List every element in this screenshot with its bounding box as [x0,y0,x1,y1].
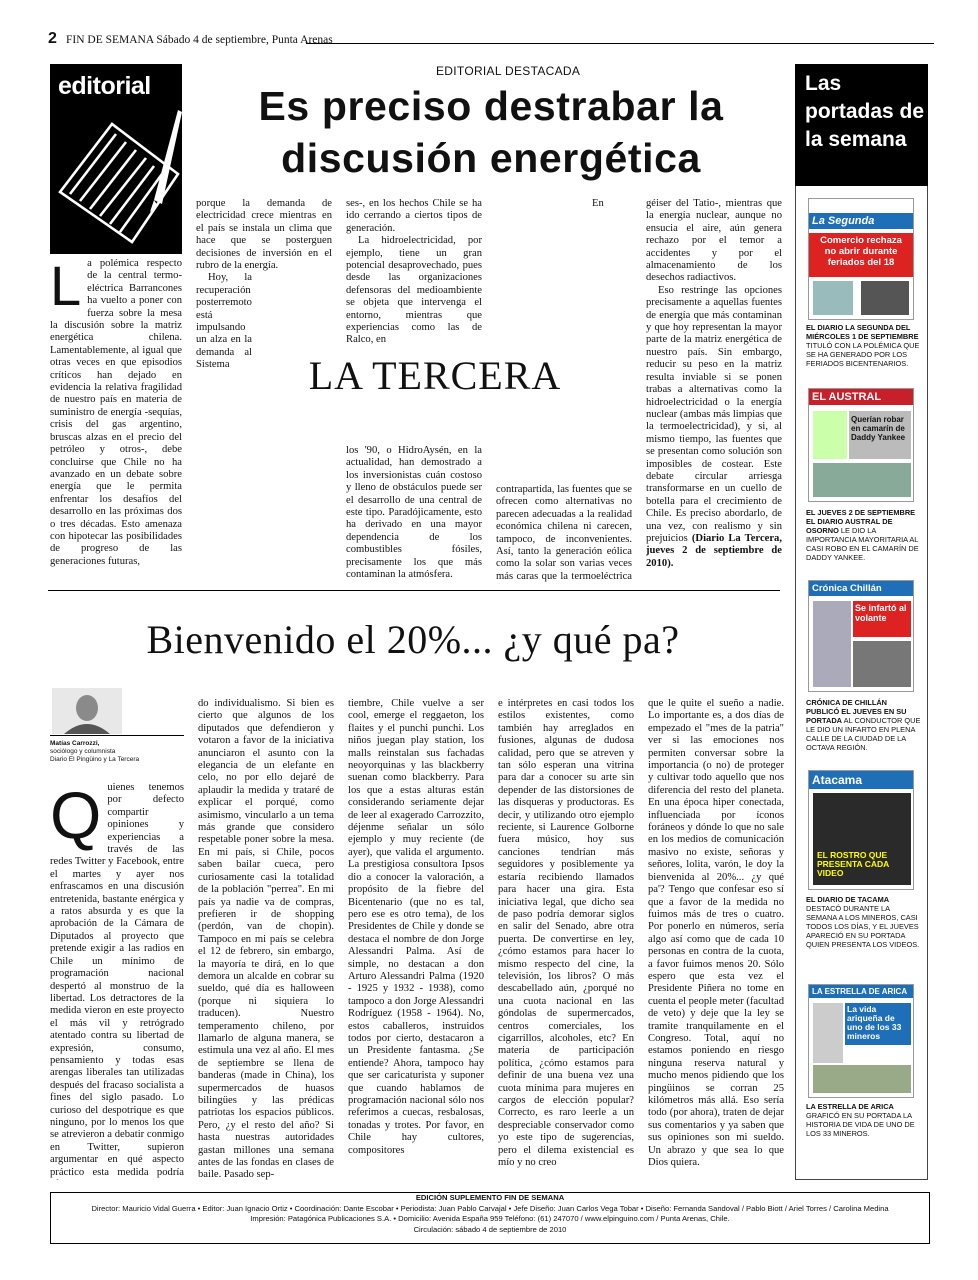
running-header [44,30,934,52]
editorial-dropcap: L [50,258,82,317]
editorial-lead-paragraph: a polémica respecto de la central termo-eléctrica Barrancones ha vuelto a poner con fuerza sobre la mesa la discusión sobre la matriz energética chilena. Lamentablemente, al igual que otras veces en que episodios críticos han dejado en evidencia la relativa fragilidad de nuestro país en materia de suministro de energía -sequías, crisis del gas argentino, bruscas alzas en el precio del petróleo y otros-, debe concluirse que Chile no ha avanzado en un debate sobre energía que le permita enfrentar los desafíos del desarrollo en las próximas dos o tres décadas. Esto amenaza con hipotecar las posibilidades de progreso de las generaciones futuras, [50,258,182,567]
cover-el-austral [808,388,914,502]
column-paragraph: do individualismo. Si bien es cierto que algunos de los diputados que defendieron y votaron a favor de la iniciativa anunciaron el asunto con la elegancia de un elefante en celo, no por ello dejaré de aplaudir la medida y trataré de explicar el porqué, como asimismo, vincularlo a un tema más grande que considero respetable poner sobre la mesa. En mi país, si Chile, pocos saben bailar cueca, pero curiosamente casi la totalidad de la población "perrea". En mi país ya nadie va de compras, prefieren ir de shopping (perdón, van de chopin). Tampoco en mi país se celebra el 12 de febrero, sin embargo, la mayoría te dirá, en lo que demora un alcalde en cobrar su sueldo, qué día es halloween (porque ni siquiera lo traducen). Nuestro temperamento chileno, por llamarlo de alguna manera, se estimula una vez al año. El mes de septiembre se llena de banderas (made in China), los supermercados de huasos bilingües y las prédicas patriotas los espacios públicos. Pero, ¿y el resto del año? Si hasta nuestras autoridades gastan millones una semana antes de las fondas en clases de baile. Pasado sep- [198,698,334,1180]
cover-photo [861,281,909,315]
editorial-paragraph [196,272,332,584]
author-outlets: Diario El Pingüino y La Tercera [50,756,140,763]
editorial-paragraph: los '90, o HidroAysén, en la actualidad, han demostrado a los inversionistas cuán costoso y lleno de obstáculos puede ser el desarrollo de una central de este tipo. Paradójicamente, esto ha derivado en una mayor dependencia de los combustibles fósiles, precisamente los que más contaminan la atmósfera. [346,444,482,580]
editorial-paragraph: porque la demanda de electricidad crece mientras en el país se instala un clima que hace que se posterguen decisiones de inversión en el rubro de la energía. [196,198,332,272]
cover-masthead: Crónica Chillán [809,581,913,596]
running-head: FIN DE SEMANA Sábado 4 de septiembre, Punta Arenas [66,34,333,46]
editorial-headline-line2: discusión energética [281,135,701,181]
cover-caption [806,323,921,368]
editorial-paragraph [646,285,782,570]
pen-and-paper-icon [50,64,182,254]
author-rule [50,735,184,736]
cover-atacama [808,770,914,890]
section-divider [48,590,780,591]
footer-staff: Director: Mauricio Vidal Guerra • Editor: Juan Ignacio Ortiz • Coordinación: Dante Escobar • Periodista: Juan Pablo Carvajal • Jefe Diseño: Juan Carlos Vega Tobar • Diseño: Fernanda Sandoval / Pablo Biott / Ariel Torres / Carolina Medina [91,1203,889,1213]
column-paragraph: tiembre, Chile vuelve a ser cool, emerge el reggaeton, los flaites y el punchi punchi. Los niños juegan play station, los malls reinstalan sus fachadas neoyorquinas y las blackberry suenan como blackberry. Para los que a estas alturas están considerando seriamente dejar de leer al exagerado Carrozzito, déjenme señalar un sólo ejemplo y muy reciente (de ayer), que valida el argumento. La prestigiosa consultora Ipsos dio a conocer la valoración, a propósito de la fiebre del Bicentenario (que no es tal, pero ese es otro tema), de los Presidentes de Chile y donde se destaca el nombre de don Jorge Alessandri Palma. Así de simple, no destacan a don Arturo Alessandri Palma (1920 - 1925 y 1932 - 1938), como tampoco a don Jorge Alessandri Rodríguez (1958 - 1964). No, estos caballeros, instruidos todos por cierto, destacaron a un Presidente fantasma. ¿Se entiende? Ahora, tampoco hay que ser caricaturista y suponer que cuando hablamos de programación nacional sólo nos referimos a cuecas, resbalosas, tonadas y trotes. Por favor, en Chile hay cultores, compositores [348,698,484,1156]
cover-headline: Comercio rechaza no abrir durante feriados del 18 [820,235,902,268]
sidebar-header [795,64,928,186]
la-tercera-logo-text: LA TERCERA [290,345,580,405]
cover-photo [813,1003,843,1063]
la-tercera-logo [290,345,580,405]
author-name: Matías Carrozzi, [50,740,100,747]
editorial-paragraph: géiser del Tatio-, mientras que la energía nuclear, aunque no ensucia el aire, aún genera rechazo por el temor a accidentes y por el almacenamiento de los desechos radiactivos. [646,198,782,284]
editorial-box [50,64,182,254]
column-text-1 [50,782,184,1180]
header-rule [306,43,934,44]
cover-caption-bold: CRÓNICA DE CHILLÁN PUBLICÓ EL JUEVES EN SU PORTADA [806,698,907,725]
editorial-kicker: EDITORIAL DESTACADA [436,64,581,78]
cover-caption-bold: LA ESTRELLA DE ARICA [806,1102,894,1111]
cover-caption [806,895,921,949]
sidebar-title: Las portadas de la semana [805,72,925,151]
editorial-column-1 [50,258,182,584]
column-headline: Bienvenido el 20%... ¿y qué pa? [146,617,680,662]
cover-caption-bold: EL JUEVES 2 DE SEPTIEMBRE EL DIARIO AUSTRAL DE OSORNO [806,508,916,535]
cover-caption-bold: EL DIARIO DE TACAMA [806,895,890,904]
column-text-5 [648,698,784,1180]
editorial-column-5 [646,198,782,584]
editorial-paragraph: ses-, en los hechos Chile se ha ido cerrando a ciertos tipos de generación. [346,198,482,234]
cover-caption-text: LE DIO LA IMPORTANCIA MAYORITARIA AL CASI ROBO EN EL CAMARÍN DE DADDY YANKEE. [806,526,919,562]
column-text-2 [198,698,334,1180]
cover-caption-text: GRAFICÓ EN SU PORTADA LA HISTORIA DE VIDA DE UNO DE LOS 33 MINEROS. [806,1111,915,1138]
cover-photo [813,463,911,497]
cover-headline: Querían robar en camarín de Daddy Yankee [851,415,906,442]
cover-caption-text: AL CONDUCTOR QUE LE DIO UN INFARTO EN PLENA CALLE DE LA CIUDAD DE LA OCTAVA REGIÓN. [806,716,921,752]
column-paragraph: e intérpretes en casi todos los estilos existentes, como también hay arreglados en fusiones, algunas de dudosa calidad, pero que se atreven y tan sólo esperan una vitrina para dar a conocer su arte sin depender de las distorsiones de las disqueras y productoras. Es decir, y utilizando otro ejemplo reciente, si Laurence Golborne fuera músico, hoy sus canciones tendrían más seguidores y posiblemente ya estaría recibiendo llamados para hacer una gira. Esta iniciativa legal, que dicho sea de paso podría demorar siglos en salir del Senado, abre otra puerta. De convertirse en ley, ¿cómo estamos para hacer lo mismo respecto del cine, la televisión, los libros? O más descabellado aún, ¿porqué no una cuota nacional en las góndolas de supermercados, centros comerciales, los cigarrillos, alcoholes, etc? En materia de participación política, ¿cómo estamos para definir de una buena vez una cuota mínima para mujeres en cargos de elección popular? Correcto, es raro leerle a un despreciable conservador como yo este tipo de sugerencias, pero el dilema existencial es mío y no creo [498,698,634,1169]
column-text-4 [498,698,634,1180]
footer-circulation: Circulación: sábado 4 de septiembre de 2010 [413,1224,567,1234]
editorial-paragraph-text: Eso restringe las opciones precisamente a aquellas fuentes de energía que más contaminan y que hoy representan la mayor parte de la matriz energética de nuestro país. Sin embargo, reducir su peso en la matriz resulta inviable si se ponen trabas a alternativas como la hidroelectricidad o la energía nuclear (ambas más limpias que la termoelectricidad), y si, al mismo tiempo, las fuentes que se presentan como solución son imposibles de costear. Este debate circular arriesga transformarse en un cuello de botella para el crecimiento de Chile. Es preciso abordarlo, de una vez, con realismo y sin prejuicios [646,284,782,544]
editorial-label: editorial [58,72,151,100]
cover-caption-text: TITULÓ CON LA POLÉMICA QUE SE HA GENERADO POR LOS FERIADOS BICENTENARIOS. [806,341,920,368]
cover-caption [806,508,921,562]
cover-headline: EL ROSTRO QUE PRESENTA CADA VIDEO [817,850,889,878]
author-photo [52,688,122,734]
cover-masthead: LA ESTRELLA DE ARICA [809,985,913,998]
column-dropcap: Q [50,782,102,852]
editorial-source: (Diario La Tercera, jueves 2 de septiembre de 2010). [646,532,782,569]
editorial-paragraph: La hidroelectricidad, por ejemplo, tiene un gran potencial desaprovechado, pues desde las organizaciones defensoras del medioambiente se objeta que intervenga el entorno, mientras que experiencias como las de Ralco, en [346,235,482,346]
cover-photo [813,601,851,687]
cover-caption [806,1102,921,1138]
cover-masthead: La Segunda [809,213,913,229]
editorial-headline-line1: Es preciso destrabar la [258,83,724,129]
cover-photo [853,641,911,687]
editorial-paragraph-text: Hoy, la recuperación posterremoto está impulsando un alza en la demanda al Sistema [196,272,252,371]
cover-headline: Se infartó al volante [855,603,907,623]
cover-caption [806,698,921,752]
cover-caption-text: DESTACÓ DURANTE LA SEMANA A LOS MINEROS, CASI TODOS LOS DÍAS, Y EL JUEVES APARECIÓ EN SU PORTADA QUIEN PRESENTA LOS VIDEOS. [806,904,920,949]
cover-headline: La vida ariqueña de uno de los 33 mineros [847,1004,902,1041]
logo-wrap-spacer [252,402,332,584]
author-role: sociólogo y columnista [50,748,116,755]
cover-photo [813,281,853,315]
cover-photo [813,1065,911,1093]
cover-masthead: EL AUSTRAL [809,389,913,405]
editorial-paragraph-text: En contrapartida, las fuentes que se ofrecen como alternativas no parecen adecuadas a la realidad económica chilena ni carecen, tampoco, de inconvenientes. Así, tanto la generación eólica como la solar son varias veces más caras que la termoeléctrica [496,198,632,582]
cover-cronica-chillan [808,580,914,692]
cover-masthead: Atacama [809,771,913,789]
masthead-footer [50,1192,930,1244]
cover-photo [813,411,847,459]
author-credit [50,740,190,764]
page-number: 2 [48,30,57,47]
footer-title: EDICIÓN SUPLEMENTO FIN DE SEMANA [415,1193,565,1202]
editorial-headline [196,80,786,184]
author-portrait-icon [52,688,122,734]
column-paragraph: que le quite el sueño a nadie. Lo importante es, a dos días de empezado el "mes de la patria" ver si las emociones nos permiten conversar sobre la importancia (o no) de proteger y cultivar todo aquello que nos diferencia del resto del planeta. En una época hiper conectada, influenciada por íconos foráneos y dónde lo que no sale en los medios de comunicación masivo no existe, señoras y señores, lolita, varón, le doy la bienvenida al 20%... ¿y qué pa'? Tengo que confesar eso sí que a favor de la medida no fuimos más de tres o cuatro. Por ponerlo en números, sería algo así como que de cada 10 personas en contra de la cuota, a favor fuimos menos 20. Sólo espero que esta vez el Presidente Piñera no tome en cuenta el people meter (facultad de veto) y deje que la ley se tramite tranquilamente en el Congreso. Total, aquí no estamos poniendo en riesgo ninguna reserva natural y mucho menos pidiendo que los pingüinos se corran 25 kilómetros más allá. Eso sería todo (por ahora), traten de dejar sus comentarios y ya saben que sus opiniones son mi sueldo. Un abrazo y que sea lo que Dios quiera. [648,698,784,1169]
column-text-3 [348,698,484,1180]
cover-la-segunda [808,198,914,320]
column-paragraph: uienes tenemos por defecto compartir opiniones y experiencias a través de las redes Twitter y Facebook, entre el martes y ayer nos enfrascamos en una discusión entretenida, bastante enérgica y a ratos absurda y es que la aprobación de la Cámara de Diputados al proyecto que pretende exigir a las radios en Chile un mínimo de programación nacional despertó al monstruo de la libertad. Los detractores de la medida vieron en este proyecto el más vil y retrógrado atentado contra su libertad de expresión, consumo, pensamiento y todas esas arengas liberales tan utilizadas después del fracaso socialista a fines del siglo pasado. Lo curioso del despotrique es que ninguno, por lo menos los que se atrevieron a debatir conmigo en Twitter, supieron argumentar en qué aspecto práctico esta medida podría [50,782,184,1178]
footer-printing: Impresión: Patagónica Publicaciones S.A. • Domicilio: Avenida España 959 Teléfono: (61) 247070 / www.elpinguino.com / Punta Arenas, Chile. [250,1214,730,1223]
cover-caption-bold: EL DIARIO LA SEGUNDA DEL MIÉRCOLES 1 DE SEPTIEMBRE [806,323,919,341]
cover-la-estrella-de-arica [808,984,914,1098]
